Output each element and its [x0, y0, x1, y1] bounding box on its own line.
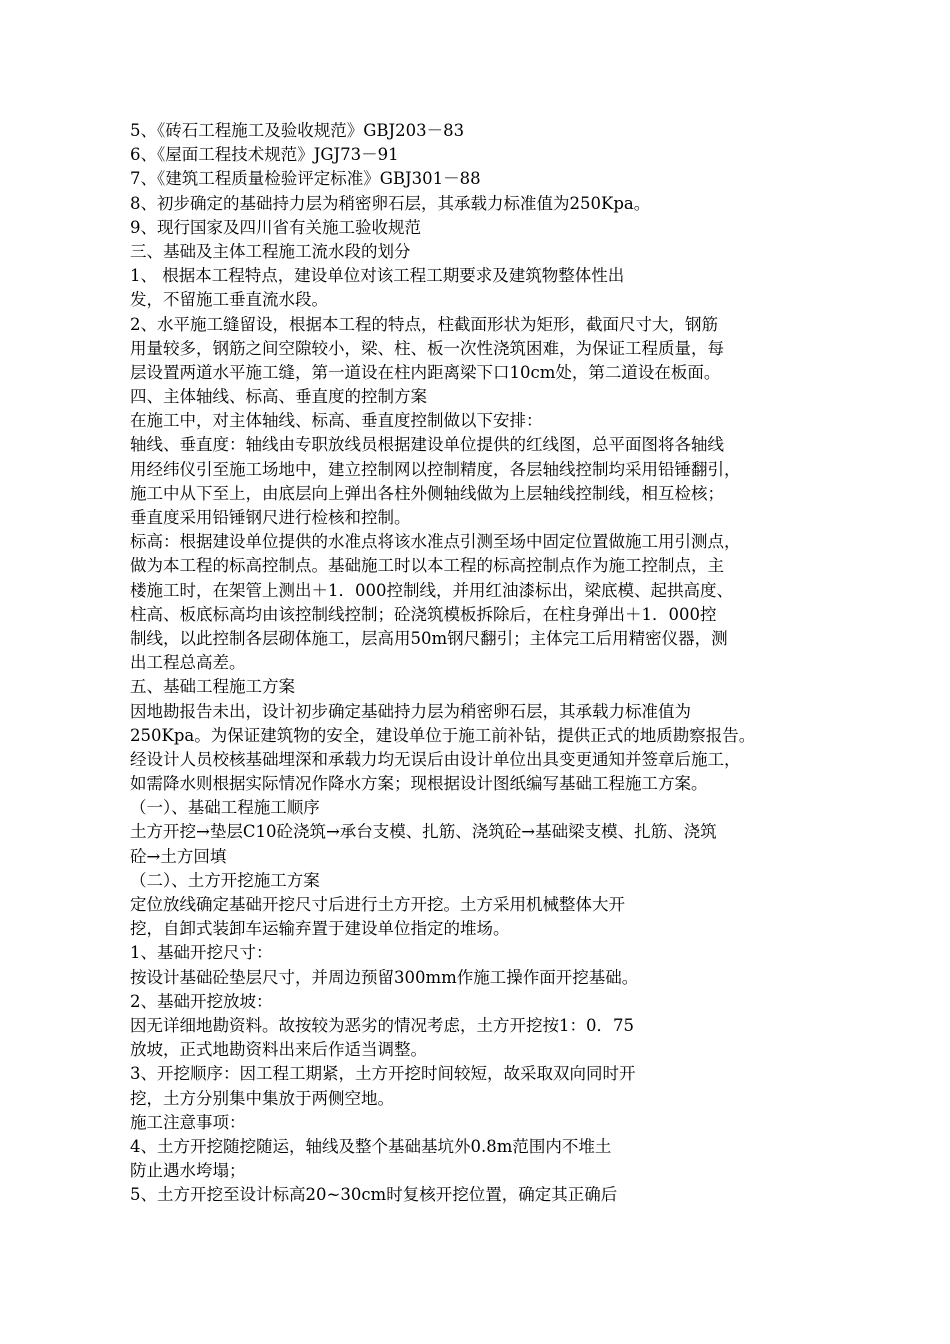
text-line: 8、初步确定的基础持力层为稍密卵石层，其承载力标准值为250Kpa。 [130, 193, 651, 213]
text-line: 砼→土方回填 [130, 846, 227, 866]
document-body [130, 119, 840, 1207]
text-line: 施工中从下至上，由底层向上弹出各柱外侧轴线做为上层轴线控制线，相互检核； [130, 483, 724, 503]
text-line: 7、《建筑工程质量检验评定标准》GBJ301－88 [130, 169, 481, 189]
text-line: 定位放线确定基础开挖尺寸后进行土方开挖。土方采用机械整体大开 [130, 895, 625, 914]
text-line: 3、开挖顺序：因工程工期紧，土方开挖时间较短，故采取双向同时开 [130, 1064, 636, 1084]
text-line: 放坡，正式地勘资料出来后作适当调整。 [130, 1040, 427, 1060]
text-line: 9、现行国家及四川省有关施工验收规范 [130, 217, 421, 237]
text-line: 250Kpa。为保证建筑物的安全，建设单位于施工前补钻，提供正式的地质勘察报告。 [130, 725, 756, 745]
text-line: 经设计人员校核基础埋深和承载力均无误后由设计单位出具变更通知并签章后施工， [130, 749, 741, 769]
text-line: 挖，自卸式装卸车运输弃置于建设单位指定的堆场。 [130, 919, 510, 939]
text-line: 4、土方开挖随挖随运，轴线及整个基础基坑外0.8m范围内不堆土 [130, 1136, 612, 1156]
subsection-heading: （一）、基础工程施工顺序 [130, 798, 320, 818]
text-line: 做为本工程的标高控制点。基础施工时以本工程的标高控制点作为施工控制点，主 [130, 556, 724, 576]
text-line: 1、基础开挖尺寸： [130, 943, 273, 963]
text-line: 2、基础开挖放坡： [130, 991, 273, 1011]
text-line: 因无详细地勘资料。故按较为恶劣的情况考虑，土方开挖按1：0．75 [130, 1015, 634, 1035]
text-line: 轴线、垂直度：轴线由专职放线员根据建设单位提供的红线图，总平面图将各轴线 [130, 435, 724, 455]
text-line: 施工注意事项： [130, 1112, 246, 1132]
text-line: 按设计基础砼垫层尺寸，并周边预留300mm作施工操作面开挖基础。 [130, 967, 639, 987]
text-line: 6、《屋面工程技术规范》JGJ73－91 [130, 145, 399, 165]
section-heading: 五、基础工程施工方案 [130, 677, 295, 697]
text-line: 如需降水则根据实际情况作降水方案；现根据设计图纸编写基础工程施工方案。 [130, 774, 708, 794]
text-line: 1、 根据本工程特点，建设单位对该工程工期要求及建筑物整体性出 [130, 266, 625, 286]
text-line: 2、水平施工缝留设，根据本工程的特点，柱截面形状为矩形，截面尺寸大，钢筋 [130, 314, 718, 334]
section-heading: 四、主体轴线、标高、垂直度的控制方案 [130, 387, 427, 407]
text-line: 出工程总高差。 [130, 653, 246, 673]
text-line: 层设置两道水平施工缝，第一道设在柱内距离梁下口10cm处，第二道设在板面。 [130, 362, 721, 382]
text-line: 因地勘报告未出，设计初步确定基础持力层为稍密卵石层，其承载力标准值为 [130, 701, 691, 721]
text-line: 柱高、板底标高均由该控制线控制；砼浇筑模板拆除后，在柱身弹出＋1．000控 [130, 604, 717, 624]
text-line: 挖，土方分别集中集放于两侧空地。 [130, 1088, 394, 1108]
text-line: 标高：根据建设单位提供的水准点将该水准点引测至场中固定位置做施工用引测点， [130, 532, 741, 552]
text-line: 发，不留施工垂直流水段。 [130, 290, 328, 310]
text-line: 垂直度采用铅锤钢尺进行检核和控制。 [130, 508, 411, 527]
text-line: 楼施工时，在架管上测出＋1．000控制线，并用红油漆标出，梁底模、起拱高度、 [130, 580, 733, 600]
text-line: 土方开挖→垫层C10砼浇筑→承台支模、扎筋、浇筑砼→基础梁支模、扎筋、浇筑 [130, 822, 717, 842]
subsection-heading: （二）、土方开挖施工方案 [130, 870, 320, 890]
text-line: 5、土方开挖至设计标高20~30cm时复核开挖位置，确定其正确后 [130, 1185, 618, 1205]
text-line: 防止遇水垮塌； [130, 1161, 246, 1181]
text-line: 在施工中，对主体轴线、标高、垂直度控制做以下安排： [130, 411, 543, 431]
text-line: 用经纬仪引至施工场地中，建立控制网以控制精度，各层轴线控制均采用铅锤翻引， [130, 459, 741, 479]
text-line: 制线，以此控制各层砌体施工，层高用50m钢尺翻引；主体完工后用精密仪器，测 [130, 628, 728, 648]
text-line: 5、《砖石工程施工及验收规范》GBJ203－83 [130, 121, 465, 140]
section-heading: 三、基础及主体工程施工流水段的划分 [130, 241, 411, 261]
text-line: 用量较多，钢筋之间空隙较小，梁、柱、板一次性浇筑困难，为保证工程质量，每 [130, 338, 724, 358]
